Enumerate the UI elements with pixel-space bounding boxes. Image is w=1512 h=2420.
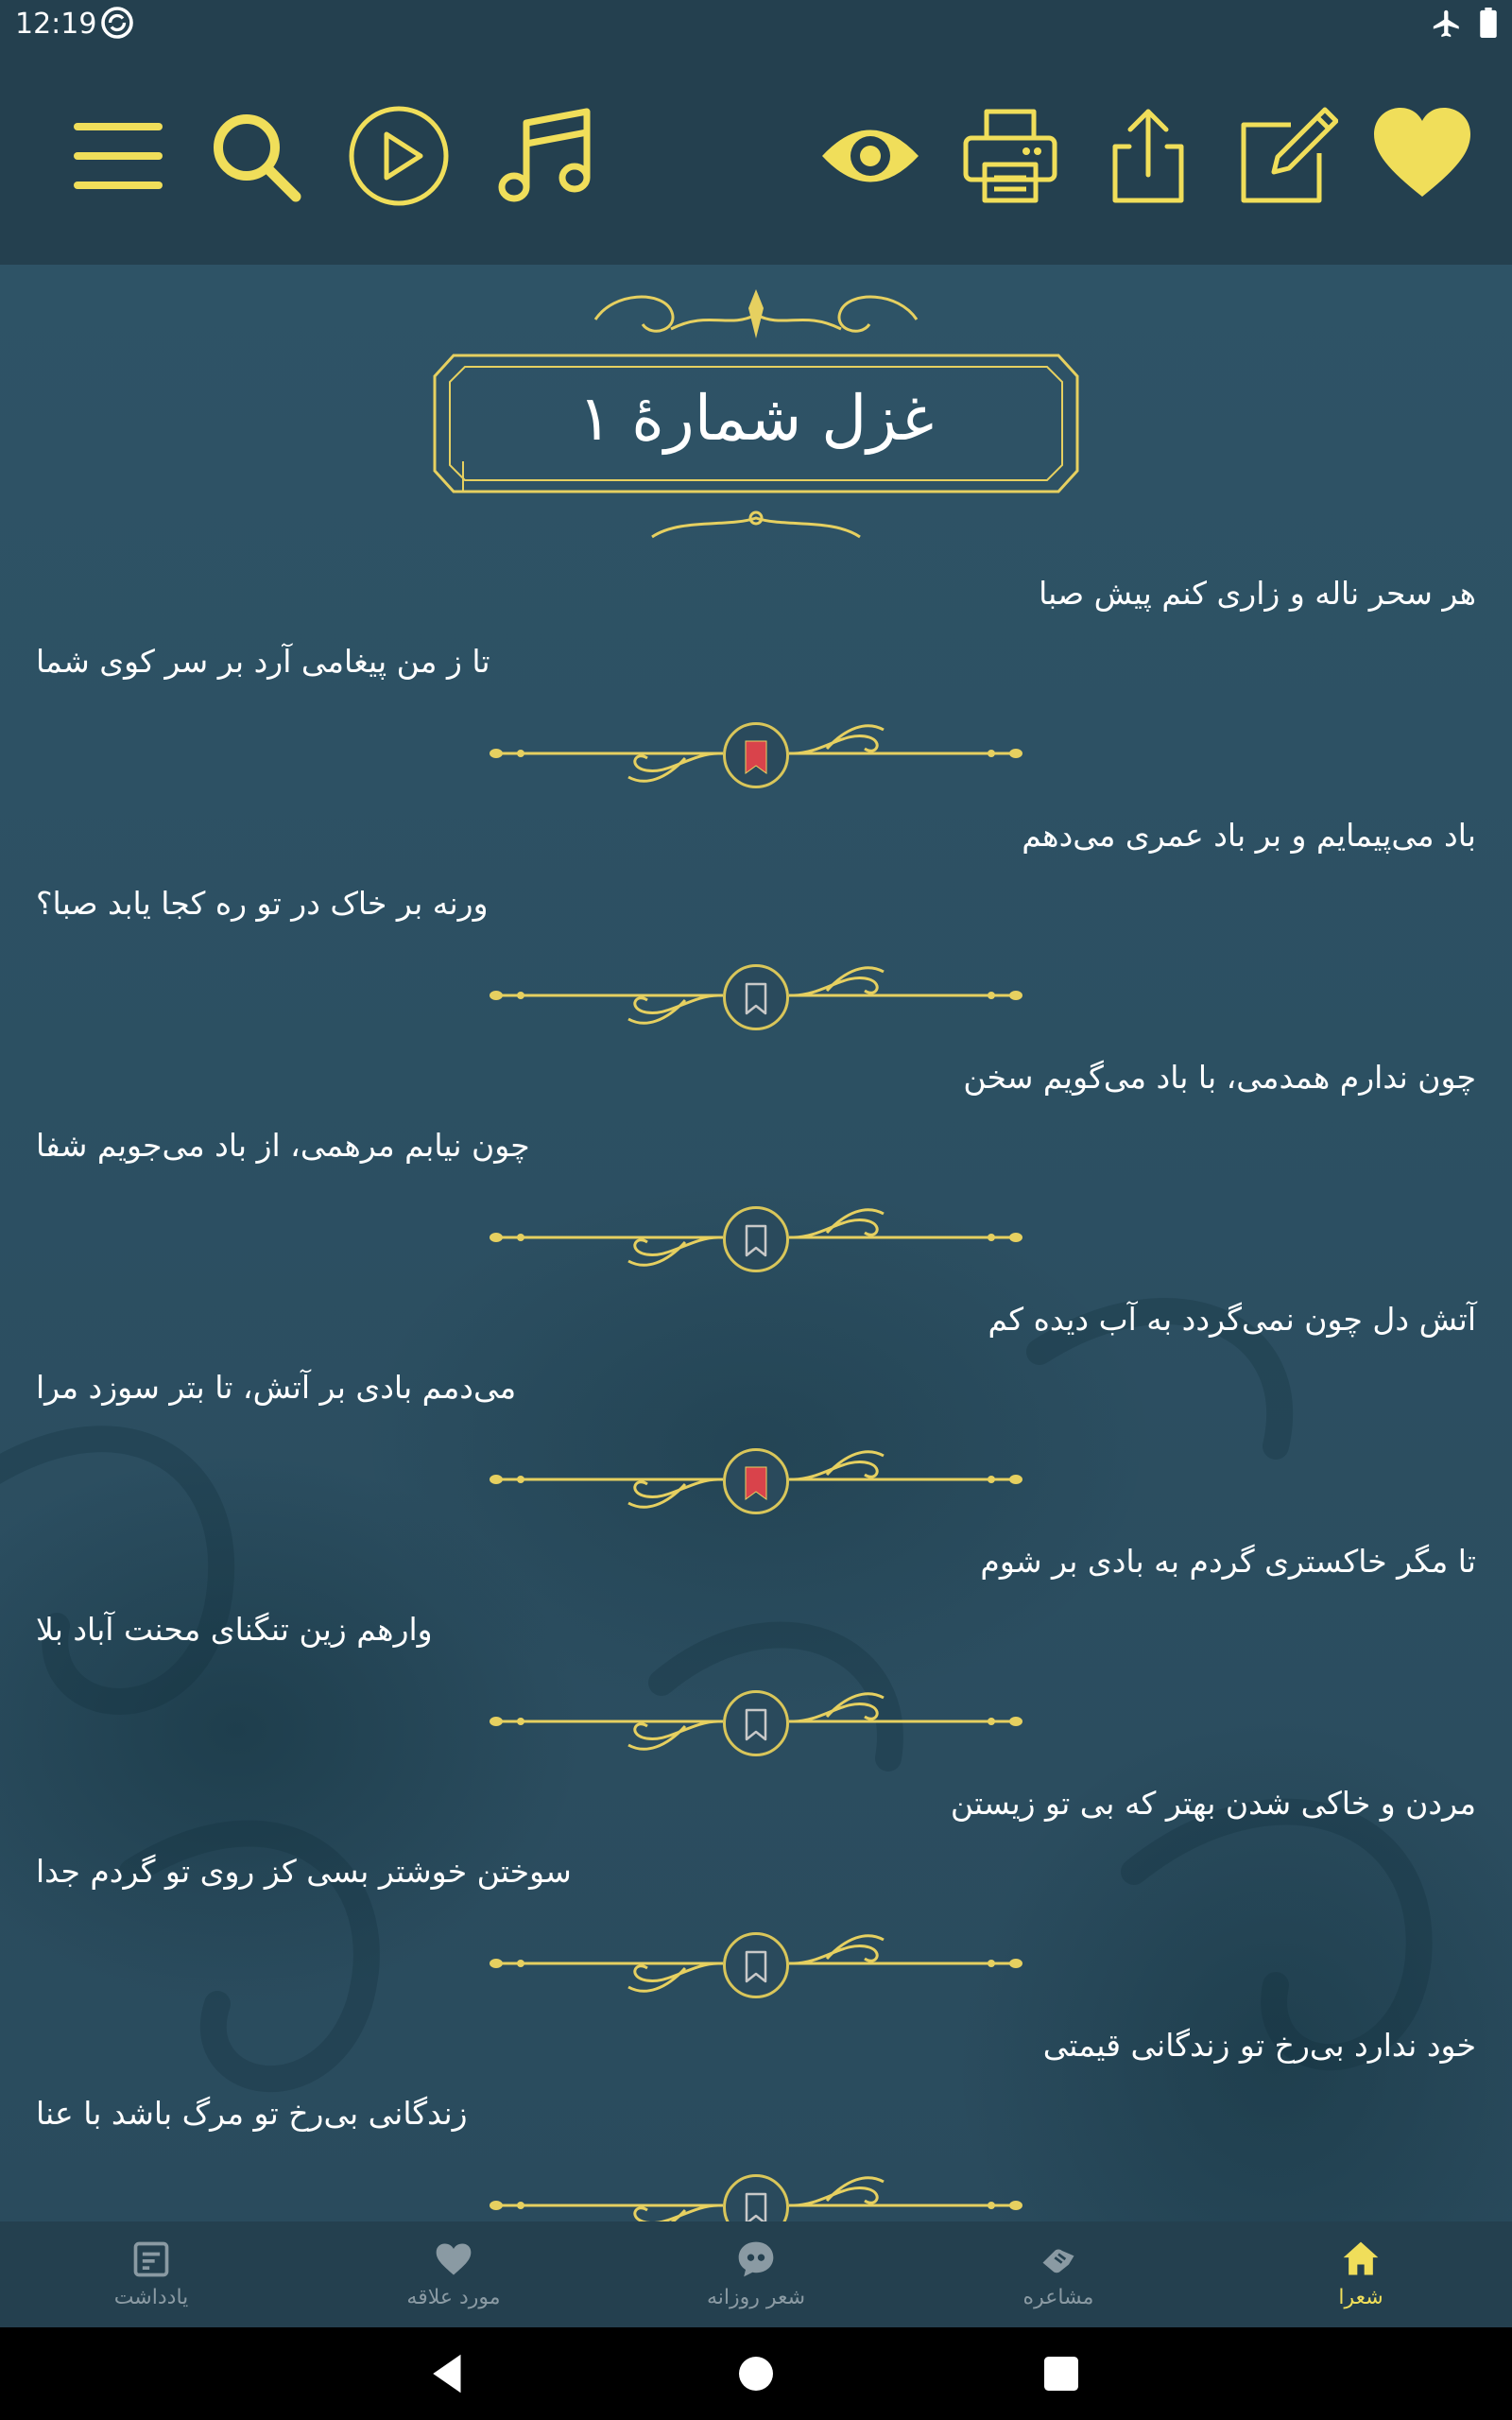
home-button-icon[interactable] [730, 2348, 782, 2399]
favorite-button[interactable] [1370, 104, 1474, 208]
view-button[interactable] [818, 104, 922, 208]
play-button[interactable] [347, 104, 451, 208]
couplet-divider [487, 1195, 1025, 1280]
nav-mushaere-label: مشاعره [1022, 2286, 1094, 2309]
menu-icon [66, 104, 170, 208]
bookmark-icon [744, 981, 768, 1017]
verse-first-hemistich[interactable]: باد می‌پیمایم و بر باد عمری می‌دهم [1022, 817, 1476, 854]
verse-first-hemistich[interactable]: چون ندارم همدمی، با باد می‌گویم سخن [963, 1059, 1476, 1096]
music-icon [493, 104, 597, 208]
music-button[interactable] [493, 104, 597, 208]
couplet-divider [487, 1437, 1025, 1522]
couplet-divider [487, 1921, 1025, 2006]
bookmark-icon [744, 1707, 768, 1743]
bookmark-button[interactable] [723, 964, 789, 1030]
verse-second-hemistich[interactable]: وارهم زین تنگنای محنت آباد بلا [36, 1611, 433, 1648]
bookmark-button[interactable] [723, 1690, 789, 1756]
nav-daily-poem[interactable] [605, 2221, 907, 2327]
verse-second-hemistich[interactable]: می‌دمم بادی بر آتش، تا بتر سوزد مرا [36, 1369, 517, 1406]
status-time: 12:19 [15, 8, 97, 41]
poem-content[interactable] [0, 265, 1512, 2221]
poem-title: غزل شمارهٔ ۱ [577, 382, 935, 455]
recents-icon[interactable] [1036, 2348, 1087, 2399]
verse-first-hemistich[interactable]: تا مگر خاکستری گردم به بادی بر شوم [980, 1543, 1476, 1580]
bookmark-icon [744, 739, 768, 775]
edit-button[interactable] [1234, 104, 1338, 208]
nav-notes[interactable] [0, 2221, 302, 2327]
hands-icon [1038, 2238, 1079, 2280]
verse-first-hemistich[interactable]: خود ندارد بی‌رخ تو زندگانی قیمتی [1042, 2027, 1476, 2064]
verse-first-hemistich[interactable]: مردن و خاکی شدن بهتر که بی تو زیستن [950, 1785, 1476, 1822]
bookmark-button[interactable] [723, 722, 789, 788]
verse-second-hemistich[interactable]: تا ز من پیغامی آرد بر سر کوی شما [36, 643, 490, 680]
verse-second-hemistich[interactable]: ورنه بر خاک در تو ره کجا یابد صبا؟ [36, 885, 489, 922]
verse-first-hemistich[interactable]: آتش دل چون نمی‌گردد به آب دیده کم [988, 1301, 1476, 1338]
back-icon[interactable] [422, 2348, 473, 2399]
bookmark-icon [744, 1949, 768, 1985]
airplane-mode-icon [1431, 8, 1463, 40]
verse-second-hemistich[interactable]: سوختن خوشتر بسی کز روی تو گردم جدا [36, 1853, 572, 1890]
print-button[interactable] [958, 104, 1062, 208]
nav-notes-label: یادداشت [113, 2286, 189, 2309]
couplet-divider [487, 1679, 1025, 1764]
verse-second-hemistich[interactable]: زندگانی بی‌رخ تو مرگ باشد با عنا [36, 2095, 468, 2132]
nav-favorites-label: مورد علاقه [406, 2286, 501, 2309]
home-icon [1340, 2238, 1382, 2280]
bookmark-icon [744, 1465, 768, 1501]
nav-daily-poem-label: شعر روزانه [706, 2286, 806, 2309]
verse-first-hemistich[interactable]: هر سحر ناله و زاری کنم پیش صبا [1039, 575, 1476, 612]
bookmark-button[interactable] [723, 1932, 789, 1998]
sync-icon [100, 6, 134, 40]
heart-icon [433, 2238, 474, 2280]
bottom-navigation [0, 2221, 1512, 2327]
bookmark-button[interactable] [723, 1448, 789, 1514]
couplet-divider [487, 953, 1025, 1038]
top-toolbar [0, 49, 1512, 265]
poem-title-frame [425, 282, 1087, 556]
search-icon [203, 104, 307, 208]
verse-second-hemistich[interactable]: چون نیابم مرهمی، از باد می‌جویم شفا [36, 1127, 530, 1164]
search-button[interactable] [203, 104, 307, 208]
battery-icon [1480, 8, 1497, 38]
bookmark-icon [744, 1223, 768, 1259]
heart-icon [1370, 104, 1474, 208]
edit-icon [1234, 104, 1338, 208]
couplet-divider [487, 711, 1025, 796]
nav-poets-label: شعرا [1338, 2286, 1383, 2309]
share-button[interactable] [1096, 104, 1200, 208]
printer-icon [958, 104, 1062, 208]
nav-favorites[interactable] [302, 2221, 605, 2327]
menu-button[interactable] [66, 104, 170, 208]
quote-icon [735, 2238, 777, 2280]
couplet-divider [487, 2163, 1025, 2221]
nav-mushaere[interactable] [907, 2221, 1210, 2327]
bookmark-icon [744, 2191, 768, 2221]
status-bar [0, 0, 1512, 49]
share-icon [1096, 104, 1200, 208]
eye-icon [818, 104, 922, 208]
note-icon [130, 2238, 172, 2280]
bookmark-button[interactable] [723, 1206, 789, 1272]
system-navigation-bar [0, 2327, 1512, 2420]
play-icon [347, 104, 451, 208]
nav-poets[interactable] [1210, 2221, 1512, 2327]
